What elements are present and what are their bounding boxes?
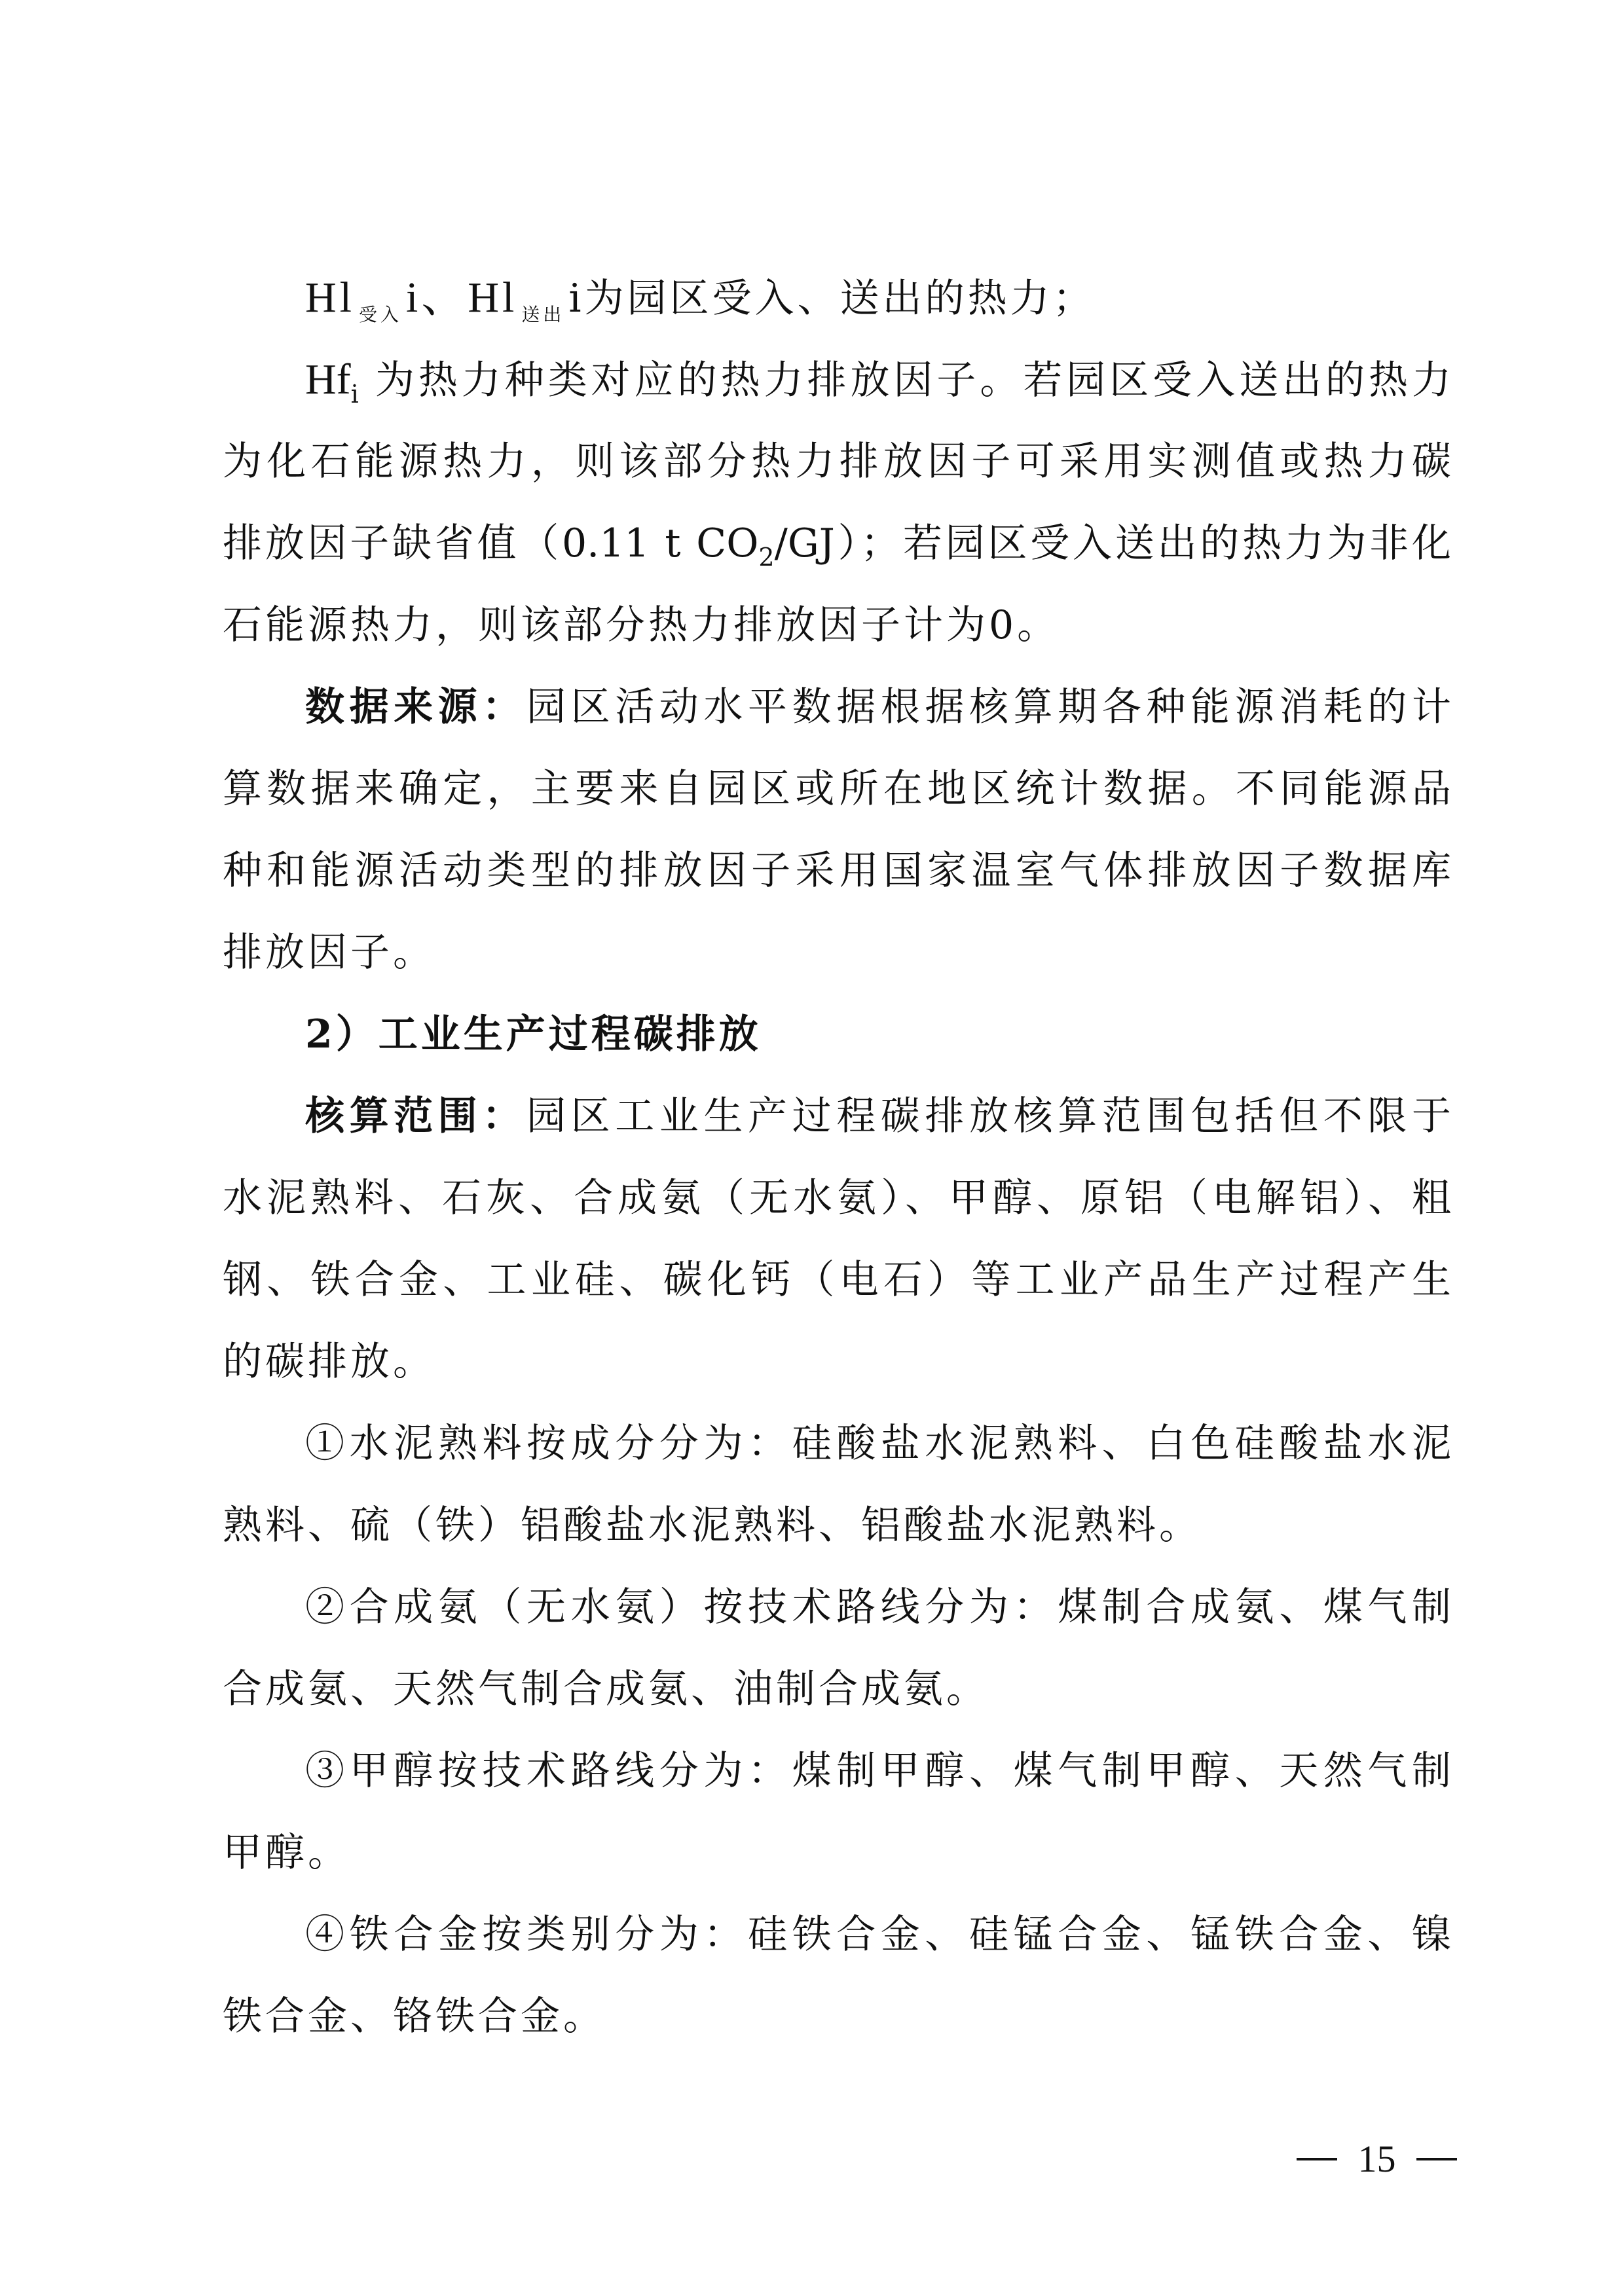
list-item-ferroalloy: ④铁合金按类别分为：硅铁合金、硅锰合金、锰铁合金、镍 — [305, 1912, 1451, 1958]
paragraph-line-default-factor — [223, 503, 1451, 584]
scope-text: 园区工业生产过程碳排放核算范围包括但不限于 — [526, 1093, 1451, 1139]
scope-paragraph — [223, 1076, 1451, 1157]
paragraph-line: 石能源热力，则该部分热力排放因子计为0。 — [223, 602, 1060, 648]
definition-text: i为园区受入、送出的热力； — [568, 276, 1096, 321]
symbol-hl: Hl — [305, 274, 355, 321]
paragraph-line: 算数据来确定，主要来自园区或所在地区统计数据。不同能源品 — [223, 766, 1451, 812]
paragraph-line: 种和能源活动类型的排放因子采用国家温室气体排放因子数据库 — [223, 848, 1451, 894]
definition-text: 为热力种类对应的热力排放因子。若园区受入送出的热力 — [358, 357, 1451, 403]
page-number: 15 — [1357, 2138, 1396, 2180]
section-heading: 2）工业生产过程碳排放 — [305, 1011, 762, 1057]
default-factor-text-cont: /GJ）；若园区受入送出的热力为非化 — [774, 520, 1451, 566]
subscript-received: 受入 — [359, 304, 403, 325]
definition-heat-factor — [223, 339, 1451, 420]
default-factor-text: 排放因子缺省值（0.11 t CO — [223, 520, 759, 566]
paragraph-line: 合成氨、天然气制合成氨、油制合成氨。 — [223, 1666, 989, 1712]
list-item-cement-clinker: ①水泥熟料按成分分为：硅酸盐水泥熟料、白色硅酸盐水泥 — [305, 1421, 1451, 1467]
data-source-text: 园区活动水平数据根据核算期各种能源消耗的计 — [526, 684, 1451, 730]
list-item-methanol: ③甲醇按技术路线分为：煤制甲醇、煤气制甲醇、天然气制 — [305, 1748, 1451, 1794]
paragraph-line: 钢、铁合金、工业硅、碳化钙（电石）等工业产品生产过程产生 — [223, 1257, 1451, 1303]
paragraph-line: 排放因子。 — [223, 930, 435, 975]
paragraph-line: 熟料、硫（铁）铝酸盐水泥熟料、铝酸盐水泥熟料。 — [223, 1503, 1202, 1548]
page-number-footer — [1297, 2133, 1457, 2185]
paragraph-line: 为化石能源热力，则该部分热力排放因子可采用实测值或热力碳 — [223, 439, 1451, 484]
dash-left — [1297, 2158, 1337, 2160]
paragraph-line: 水泥熟料、石灰、合成氨（无水氨）、甲醇、原铝（电解铝）、粗 — [223, 1175, 1451, 1221]
definition-heat-in-out — [223, 257, 1451, 338]
list-item-ammonia: ②合成氨（无水氨）按技术路线分为：煤制合成氨、煤气制 — [305, 1584, 1451, 1630]
paragraph-line: 铁合金、铬铁合金。 — [223, 1994, 606, 2039]
dash-right — [1416, 2158, 1457, 2160]
data-source-label: 数据来源： — [305, 684, 526, 730]
paragraph-line: 甲醇。 — [223, 1830, 350, 1876]
subscript-i: i — [350, 380, 359, 409]
symbol-i-hl: i、Hl — [406, 274, 518, 321]
scope-label: 核算范围： — [305, 1093, 526, 1139]
paragraph-line: 的碳排放。 — [223, 1339, 435, 1385]
data-source-paragraph — [223, 666, 1451, 748]
subscript-2: 2 — [758, 543, 775, 572]
symbol-hf: Hf — [305, 355, 351, 403]
subscript-sent: 送出 — [521, 304, 565, 325]
